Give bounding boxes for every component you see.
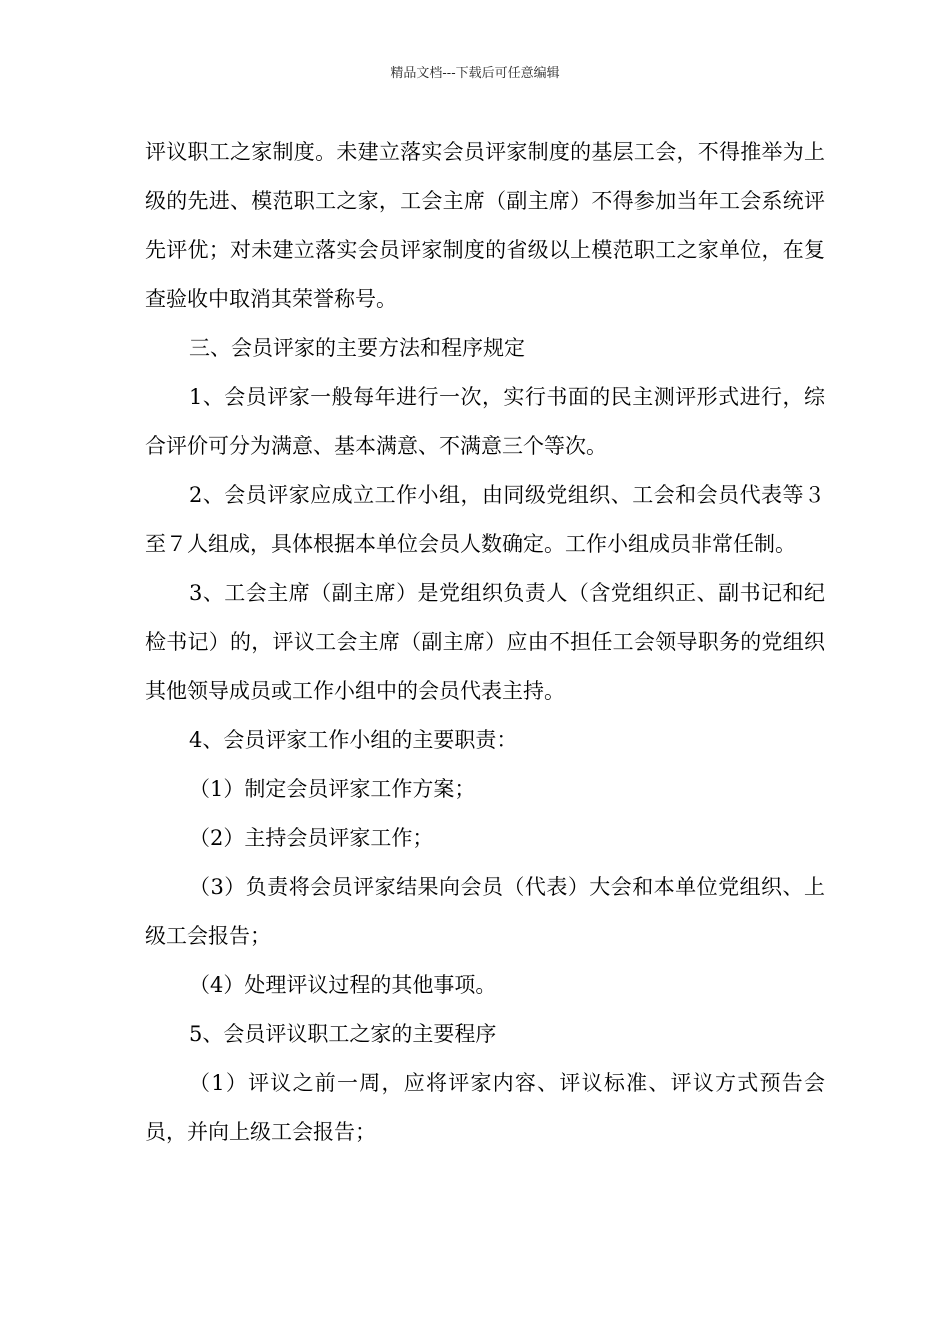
- sub-item-5-1: （1）评议之前一周，应将评家内容、评议标准、评议方式预告会员，并向上级工会报告；: [145, 1071, 825, 1144]
- sub-item-3: （3）负责将会员评家结果向会员（代表）大会和本单位党组织、上级工会报告；: [145, 875, 825, 948]
- paragraph-item-1: 1、会员评家一般每年进行一次，实行书面的民主测评形式进行，综合评价可分为满意、基本满意、不满意三个等次。: [145, 385, 825, 458]
- paragraph-item-4: 4、会员评家工作小组的主要职责：: [189, 728, 518, 752]
- paragraph-item-5: 5、会员评议职工之家的主要程序: [189, 1022, 497, 1046]
- paragraph-item-2: 2、会员评家应成立工作小组，由同级党组织、工会和会员代表等３至７人组成，具体根据本单位会员人数确定。工作小组成员非常任制。: [145, 483, 825, 556]
- paragraph-continuation: 评议职工之家制度。未建立落实会员评家制度的基层工会，不得推举为上级的先进、模范职工之家，工会主席（副主席）不得参加当年工会系统评先评优；对未建立落实会员评家制度的省级以上模范职工之家单位，在复查验收中取消其荣誉称号。: [145, 140, 825, 311]
- document-body: [145, 128, 825, 1157]
- section-heading: 三、会员评家的主要方法和程序规定: [189, 336, 525, 360]
- sub-item-4: （4）处理评议过程的其他事项。: [189, 973, 497, 997]
- paragraph-item-3: 3、工会主席（副主席）是党组织负责人（含党组织正、副书记和纪检书记）的，评议工会主席（副主席）应由不担任工会领导职务的党组织其他领导成员或工作小组中的会员代表主持。: [145, 581, 825, 703]
- sub-item-2: （2）主持会员评家工作；: [189, 826, 434, 850]
- sub-item-1: （1）制定会员评家工作方案；: [189, 777, 476, 801]
- page-header: 精品文档---下载后可任意编辑: [390, 66, 560, 81]
